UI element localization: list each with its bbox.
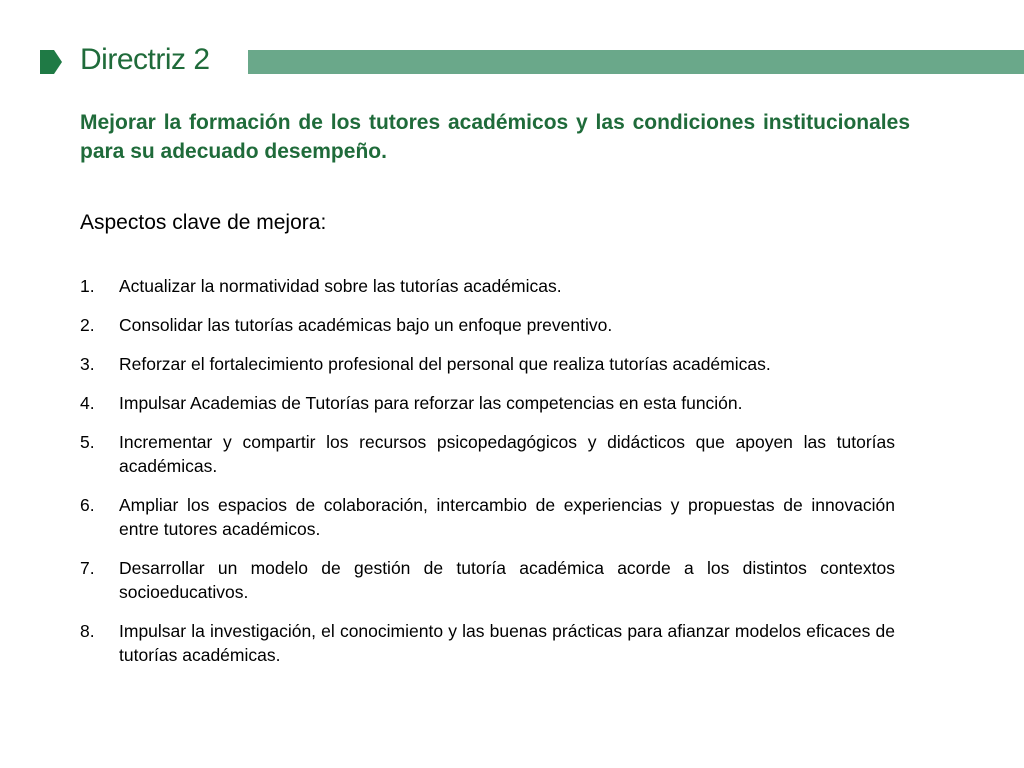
list-item-number: 4. <box>80 393 95 413</box>
pentagon-arrow-icon <box>40 50 62 74</box>
list-item-number: 2. <box>80 315 95 335</box>
list-item-text: Incrementar y compartir los recursos psicopedagógicos y didácticos que apoyen las tutorías académicas. <box>119 432 895 476</box>
list-item-text: Ampliar los espacios de colaboración, intercambio de experiencias y propuestas de innovación entre tutores académicos. <box>119 495 895 539</box>
list-item-text: Reforzar el fortalecimiento profesional del personal que realiza tutorías académicas. <box>119 354 771 374</box>
slide-title: Directriz 2 <box>80 43 210 76</box>
list-item <box>80 556 895 604</box>
list-item <box>80 619 895 667</box>
list-item-number: 1. <box>80 276 95 296</box>
key-aspects-list <box>80 274 895 682</box>
list-item-number: 8. <box>80 621 95 641</box>
list-item-text: Desarrollar un modelo de gestión de tutoría académica acorde a los distintos contextos socioeducativos. <box>119 558 895 602</box>
list-item-number: 3. <box>80 354 95 374</box>
list-item-text: Impulsar la investigación, el conocimiento y las buenas prácticas para afianzar modelos eficaces de tutorías académicas. <box>119 621 895 665</box>
directive-statement: Mejorar la formación de los tutores académicos y las condiciones institucionales para su adecuado desempeño. <box>80 111 910 163</box>
list-item-text: Impulsar Academias de Tutorías para reforzar las competencias en esta función. <box>119 393 743 413</box>
section-heading: Aspectos clave de mejora: <box>80 211 327 234</box>
list-item <box>80 493 895 541</box>
list-item-number: 5. <box>80 432 95 452</box>
list-item <box>80 274 895 298</box>
list-item-number: 7. <box>80 558 95 578</box>
list-item-text: Actualizar la normatividad sobre las tutorías académicas. <box>119 276 562 296</box>
list-item-number: 6. <box>80 495 95 515</box>
list-item <box>80 430 895 478</box>
list-item-text: Consolidar las tutorías académicas bajo un enfoque preventivo. <box>119 315 613 335</box>
title-accent-bar <box>248 50 1024 74</box>
list-item <box>80 313 895 337</box>
list-item <box>80 352 895 376</box>
list-item <box>80 391 895 415</box>
